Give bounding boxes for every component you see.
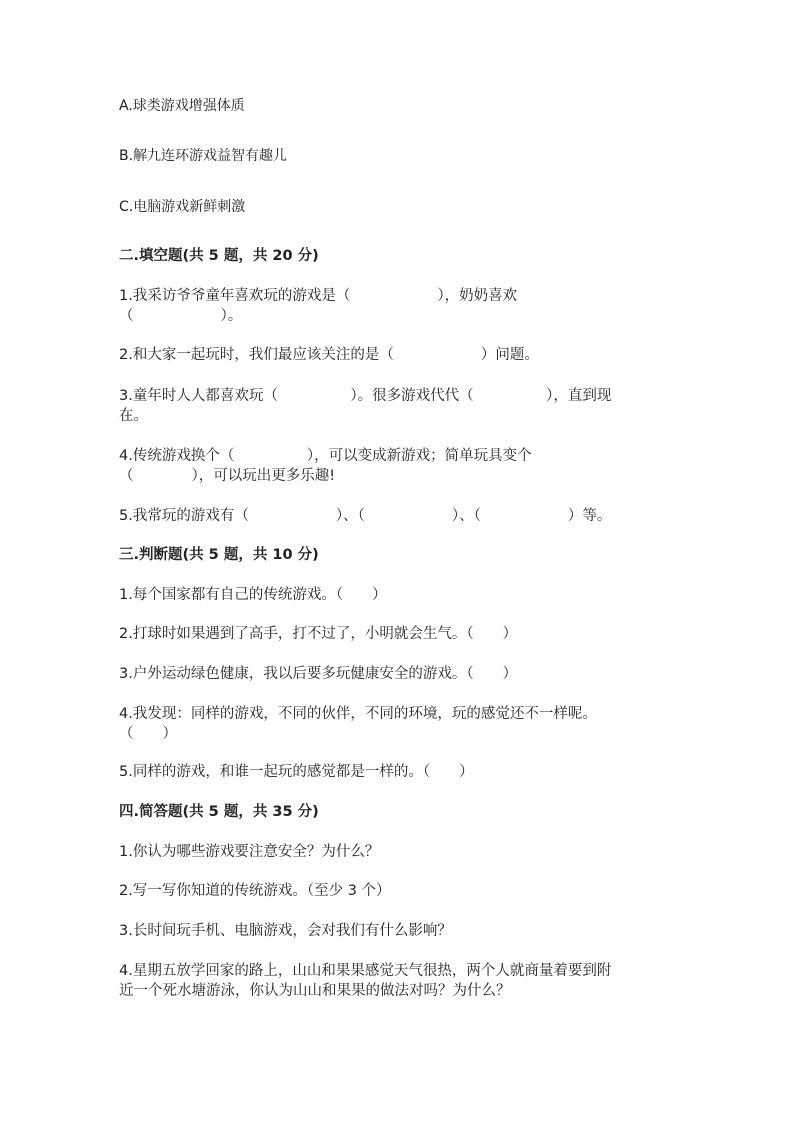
- true-false-q1: 1.每个国家都有自己的传统游戏。（ ）: [119, 587, 387, 603]
- fill-in-q4-line2: （ ），可以玩出更多乐趣!: [119, 468, 336, 484]
- true-false-q4-line2: （ ）: [119, 726, 177, 742]
- fill-in-q3-line1: 3.童年时人人都喜欢玩（ ）。很多游戏代代（ ），直到现: [119, 388, 612, 404]
- short-answer-q2: 2.写一写你知道的传统游戏。（至少 3 个）: [119, 883, 391, 899]
- fill-in-q5: 5.我常玩的游戏有（ ）、（ ）、（ ）等。: [119, 508, 612, 524]
- fill-in-q4-line1: 4.传统游戏换个（ ），可以变成新游戏；简单玩具变个: [119, 448, 532, 464]
- option-c: C.电脑游戏新鲜刺激: [119, 199, 246, 215]
- section-heading-true-false: 三.判断题(共 5 题，共 10 分): [119, 547, 319, 563]
- fill-in-q3-line2: 在。: [119, 408, 148, 424]
- true-false-q2: 2.打球时如果遇到了高手，打不过了，小明就会生气。（ ）: [119, 626, 518, 642]
- section-heading-fill-in: 二.填空题(共 5 题，共 20 分): [119, 248, 319, 264]
- true-false-q4-line1: 4.我发现：同样的游戏，不同的伙伴，不同的环境，玩的感觉还不一样呢。: [119, 706, 597, 722]
- fill-in-q1-line1: 1.我采访爷爷童年喜欢玩的游戏是（ ），奶奶喜欢: [119, 288, 518, 304]
- option-b: B.解九连环游戏益智有趣儿: [119, 148, 288, 164]
- true-false-q3: 3.户外运动绿色健康，我以后要多玩健康安全的游戏。（ ）: [119, 666, 518, 682]
- fill-in-q2: 2.和大家一起玩时，我们最应该关注的是（ ）问题。: [119, 347, 539, 363]
- short-answer-q4-line1: 4.星期五放学回家的路上，山山和果果感觉天气很热，两个人就商量着要到附: [119, 963, 612, 979]
- section-heading-short-answer: 四.简答题(共 5 题，共 35 分): [119, 804, 319, 820]
- true-false-q5: 5.同样的游戏，和谁一起玩的感觉都是一样的。（ ）: [119, 764, 474, 780]
- short-answer-q3: 3.长时间玩手机、电脑游戏，会对我们有什么影响？: [119, 923, 452, 939]
- short-answer-q4-line2: 近一个死水塘游泳，你认为山山和果果的做法对吗？为什么？: [119, 983, 511, 999]
- option-a: A.球类游戏增强体质: [119, 98, 245, 114]
- fill-in-q1-line2: （ ）。: [119, 308, 243, 324]
- short-answer-q1: 1.你认为哪些游戏要注意安全？为什么？: [119, 844, 380, 860]
